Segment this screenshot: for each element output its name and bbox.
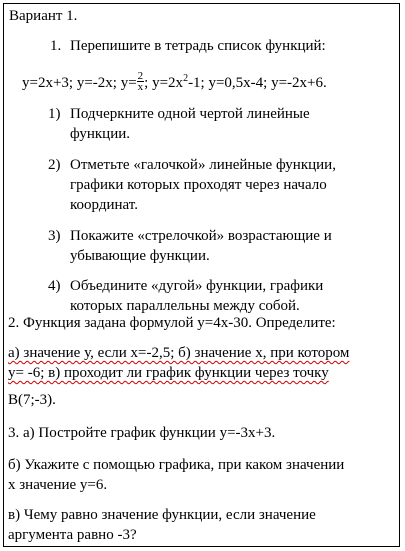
subtask-3-line1: Покажите «стрелочкой» возрастающие и [70, 228, 332, 244]
task3-b-line2: х значение у=6. [8, 477, 108, 493]
task1-heading: Перепишите в тетрадь список функций: [70, 38, 326, 54]
subtask-4-number: 4) [48, 278, 61, 294]
subtask-2-line1: Отметьте «галочкой» линейные функции, [70, 157, 336, 173]
subtask-3-number: 3) [48, 228, 61, 244]
subtask-4-line1: Объедините «дугой» функции, графики [70, 278, 324, 294]
fraction-2-over-x [137, 71, 145, 92]
subtask-1-line2: функции. [70, 126, 130, 142]
variant-title: Вариант 1. [9, 8, 78, 24]
function-list-part-b: ; y=2x [144, 75, 184, 91]
fraction-numerator: 2 [137, 70, 144, 83]
task3-b-line1: б) Укажите с помощью графика, при каком значении [8, 457, 345, 473]
worksheet-cell [3, 3, 400, 547]
subtask-1-line1: Подчеркните одной чертой линейные [70, 106, 310, 122]
function-list-part-c: -1; y=0,5x-4; y=-2x+6. [188, 75, 327, 91]
function-list-part-a: y=2x+3; y=-2x; y= [22, 75, 137, 91]
task2-heading: 2. Функция задана формулой y=4x-30. Определите: [8, 315, 336, 331]
task3-c-line2: аргумента равно -3? [8, 527, 137, 543]
task2-line2: у= -6; в) проходит ли график функции через точку [8, 365, 329, 381]
subtask-2-line3: координат. [70, 197, 138, 213]
exponent: 2 [183, 73, 189, 84]
task2-line3: В(7;-3). [8, 392, 56, 408]
task2-line1: а) значение у, если х=-2,5; б) значение х, при котором [8, 345, 350, 361]
subtask-4-line2: которых параллельны между собой. [70, 298, 300, 314]
subtask-2-number: 2) [48, 157, 61, 173]
task3-a: 3. а) Постройте график функции у=-3х+3. [8, 425, 276, 441]
subtask-1-number: 1) [48, 106, 61, 122]
subtask-3-line2: убывающие функции. [70, 248, 210, 264]
function-list [22, 70, 327, 94]
subtask-2-line2: графики которых проходят через начало [70, 177, 327, 193]
task1-number: 1. [50, 38, 62, 54]
task3-c-line1: в) Чему равно значение функции, если значение [8, 507, 316, 523]
fraction-denominator: x [137, 81, 144, 94]
